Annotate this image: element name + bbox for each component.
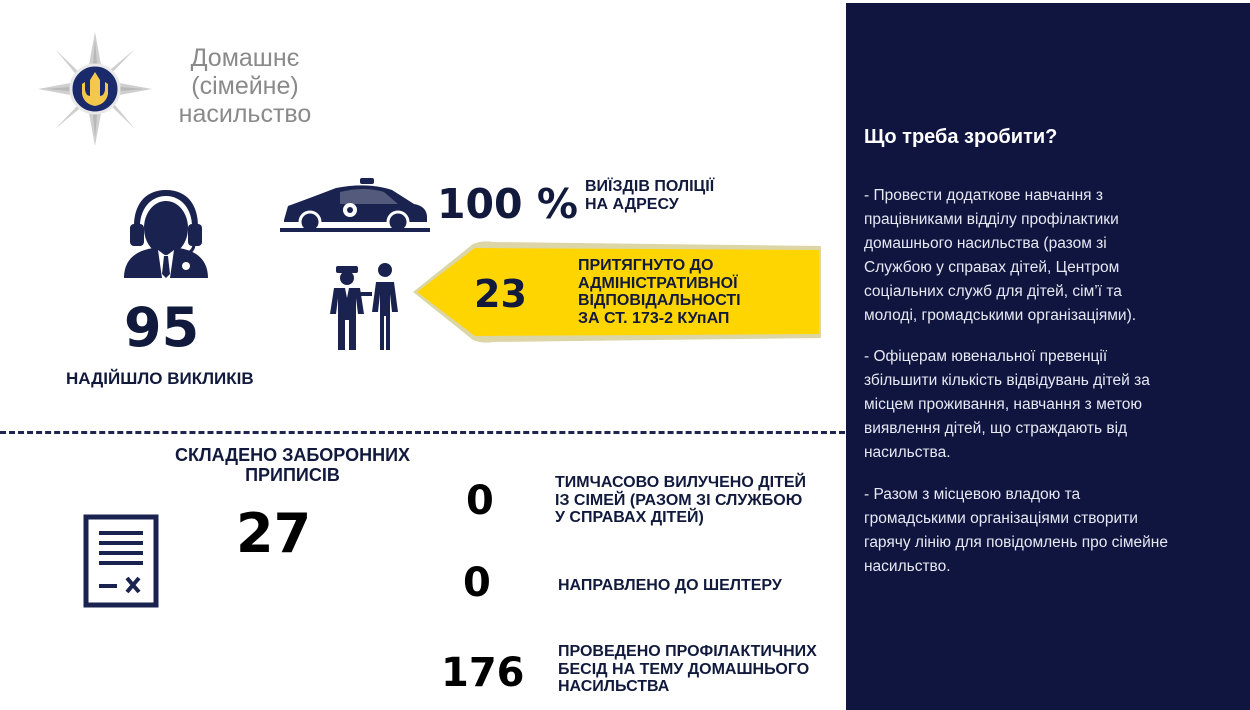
label-line: НАСИЛЬСТВА [558,678,670,696]
paragraph-line: виявлення дітей, що страждають від [864,420,1128,437]
label-line: СКЛАДЕНО ЗАБОРОННИХ [174,445,411,465]
recommendation-paragraph [864,184,1239,328]
restraining-orders-number: 27 [236,502,312,565]
label-line: У СПРАВАХ ДІТЕЙ) [555,509,704,527]
label-line: БЕСІД НА ТЕМУ ДОМАШНЬОГО [558,660,810,678]
label-line: ПРИТЯГНУТО ДО [578,257,714,274]
talks-number: 176 [441,650,525,696]
police-car-icon [280,176,430,234]
operator-headset-icon [118,186,214,280]
officer-citizen-icon [330,258,406,352]
paragraph-line: насильство. [864,558,951,575]
paragraph-line: гарячу лінію для повідомлень про сімейне [864,534,1168,551]
police-visits-percent: 100 % [437,180,578,228]
calls-label: НАДІЙШЛО ВИКЛИКІВ [66,369,254,388]
paragraph-line: насильства. [864,444,951,461]
children-removed-number: 0 [466,478,494,524]
title-line: насильство [178,100,312,128]
children-removed-label [555,474,835,527]
administrative-label [578,257,798,327]
paragraph-line: соціальних служб для дітей, сім’ї та [864,283,1122,300]
paragraph-line: збільшити кількість відвідувань дітей за [864,372,1150,389]
label-line: ПРИПИСІВ [245,464,340,485]
paragraph-line: домашнього насильства (разом зі [864,235,1107,252]
restraining-orders-label [160,446,425,486]
paragraph-line: громадськими організаціями створити [864,510,1138,527]
title-line: (сімейне) [191,72,299,100]
police-visits-label [585,178,785,213]
paragraph-line: - Разом з місцевою владою та [864,486,1081,503]
document-icon [83,514,159,608]
label-line: ВИЇЗДІВ ПОЛІЦІЇ [585,178,715,195]
paragraph-line: місцем проживання, навчання з метою [864,396,1143,413]
recommendation-paragraph [864,345,1239,465]
police-star-emblem [36,30,154,148]
talks-label [558,643,843,696]
label-line: ІЗ СІМЕЙ (РАЗОМ ЗІ СЛУЖБОЮ [555,491,803,509]
shelter-number: 0 [463,560,491,606]
title-line: Домашнє [190,44,300,72]
label-line: ВІДПОВІДАЛЬНОСТІ [578,292,741,310]
recommendation-paragraph [864,483,1239,579]
label-line: ПРОВЕДЕНО ПРОФІЛАКТИЧНИХ [558,643,817,660]
shelter-label: НАПРАВЛЕНО ДО ШЕЛТЕРУ [558,577,782,594]
section-divider [0,431,845,434]
calls-number: 95 [124,296,200,359]
paragraph-line: Службою у справах дітей, Центром [864,259,1120,276]
paragraph-line: - Офіцерам ювенальної превенції [864,348,1108,365]
paragraph-line: молоді, громадськими організаціями). [864,307,1137,324]
label-line: ЗА СТ. 173-2 КУпАП [578,309,730,327]
label-line: ТИМЧАСОВО ВИЛУЧЕНО ДІТЕЙ [555,474,807,491]
paragraph-line: працівниками відділу профілактики [864,211,1119,228]
label-line: АДМІНІСТРАТИВНОЇ [578,274,738,292]
administrative-number: 23 [474,272,527,316]
panel-title: Що треба зробити? [864,126,1058,148]
label-line: НА АДРЕСУ [585,195,679,213]
paragraph-line: - Провести додаткове навчання з [864,187,1103,204]
page-title [170,44,320,128]
